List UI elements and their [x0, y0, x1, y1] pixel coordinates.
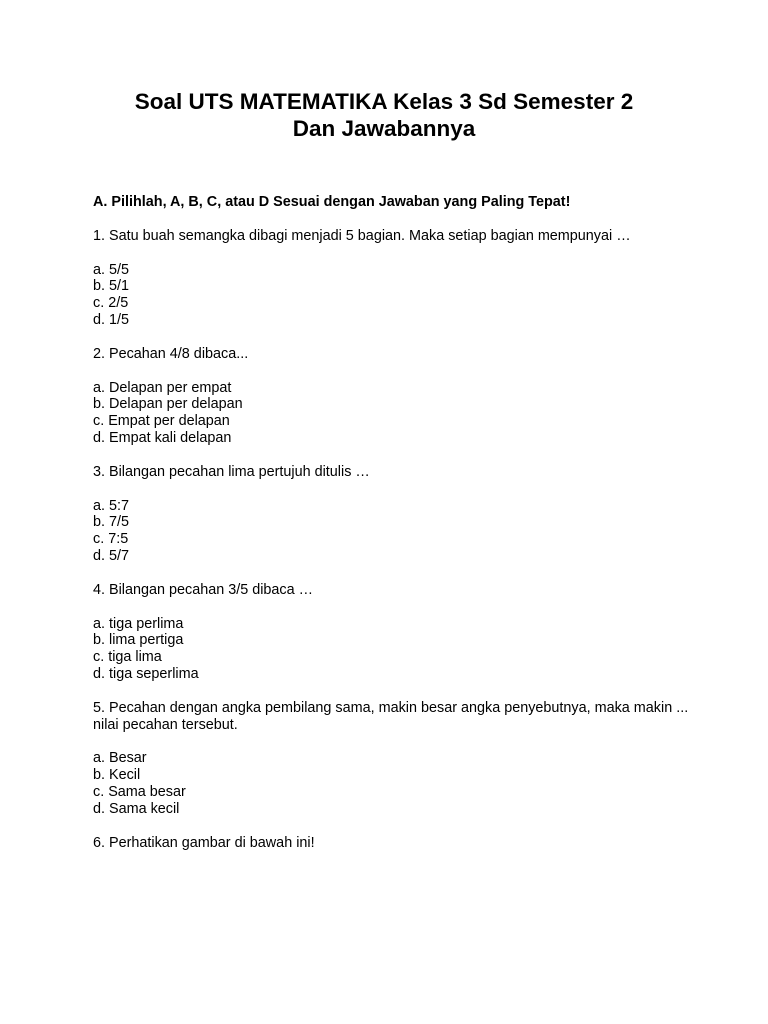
document-body	[93, 194, 693, 868]
question-text: 1. Satu buah semangka dibagi menjadi 5 bagian. Maka setiap bagian mempunyai …	[93, 227, 631, 244]
question-text: 3. Bilangan pecahan lima pertujuh ditulis …	[93, 463, 370, 480]
answer-option: c. tiga lima	[93, 649, 162, 666]
question-list	[93, 228, 693, 852]
answer-option: b. lima pertiga	[93, 632, 184, 649]
answer-option: a. Delapan per empat	[93, 379, 232, 396]
question-3	[93, 464, 693, 565]
document-title	[60, 88, 708, 142]
question-1	[93, 228, 693, 329]
answer-option: c. 7:5	[93, 531, 129, 548]
answer-option: a. 5/5	[93, 261, 130, 278]
answer-option: b. Delapan per delapan	[93, 396, 243, 413]
answer-option: a. 5:7	[93, 497, 130, 514]
question-6	[93, 835, 693, 852]
answer-option: b. Kecil	[93, 767, 141, 784]
answer-option: d. Sama kecil	[93, 800, 180, 817]
question-text: 2. Pecahan 4/8 dibaca...	[93, 345, 249, 362]
answer-option: c. Sama besar	[93, 783, 186, 800]
question-5	[93, 700, 693, 818]
question-text: 4. Bilangan pecahan 3/5 dibaca …	[93, 581, 314, 598]
answer-option: d. 5/7	[93, 547, 130, 564]
question-2	[93, 346, 693, 447]
answer-option: c. 2/5	[93, 295, 129, 312]
question-text: 6. Perhatikan gambar di bawah ini!	[93, 834, 315, 851]
answer-option: a. Besar	[93, 750, 147, 767]
section-heading: A. Pilihlah, A, B, C, atau D Sesuai dengan Jawaban yang Paling Tepat!	[93, 194, 571, 210]
answer-option: d. tiga seperlima	[93, 665, 199, 682]
title-line-2: Dan Jawabannya	[292, 116, 476, 141]
answer-option: a. tiga perlima	[93, 615, 184, 632]
question-4	[93, 582, 693, 683]
answer-option: b. 5/1	[93, 278, 130, 295]
answer-option: b. 7/5	[93, 514, 130, 531]
title-line-1: Soal UTS MATEMATIKA Kelas 3 Sd Semester 2	[134, 89, 634, 114]
answer-option: c. Empat per delapan	[93, 413, 230, 430]
answer-option: d. 1/5	[93, 311, 130, 328]
answer-option: d. Empat kali delapan	[93, 429, 232, 446]
question-text: 5. Pecahan dengan angka pembilang sama, makin besar angka penyebutnya, maka makin ... nilai pecahan tersebut.	[93, 699, 689, 733]
